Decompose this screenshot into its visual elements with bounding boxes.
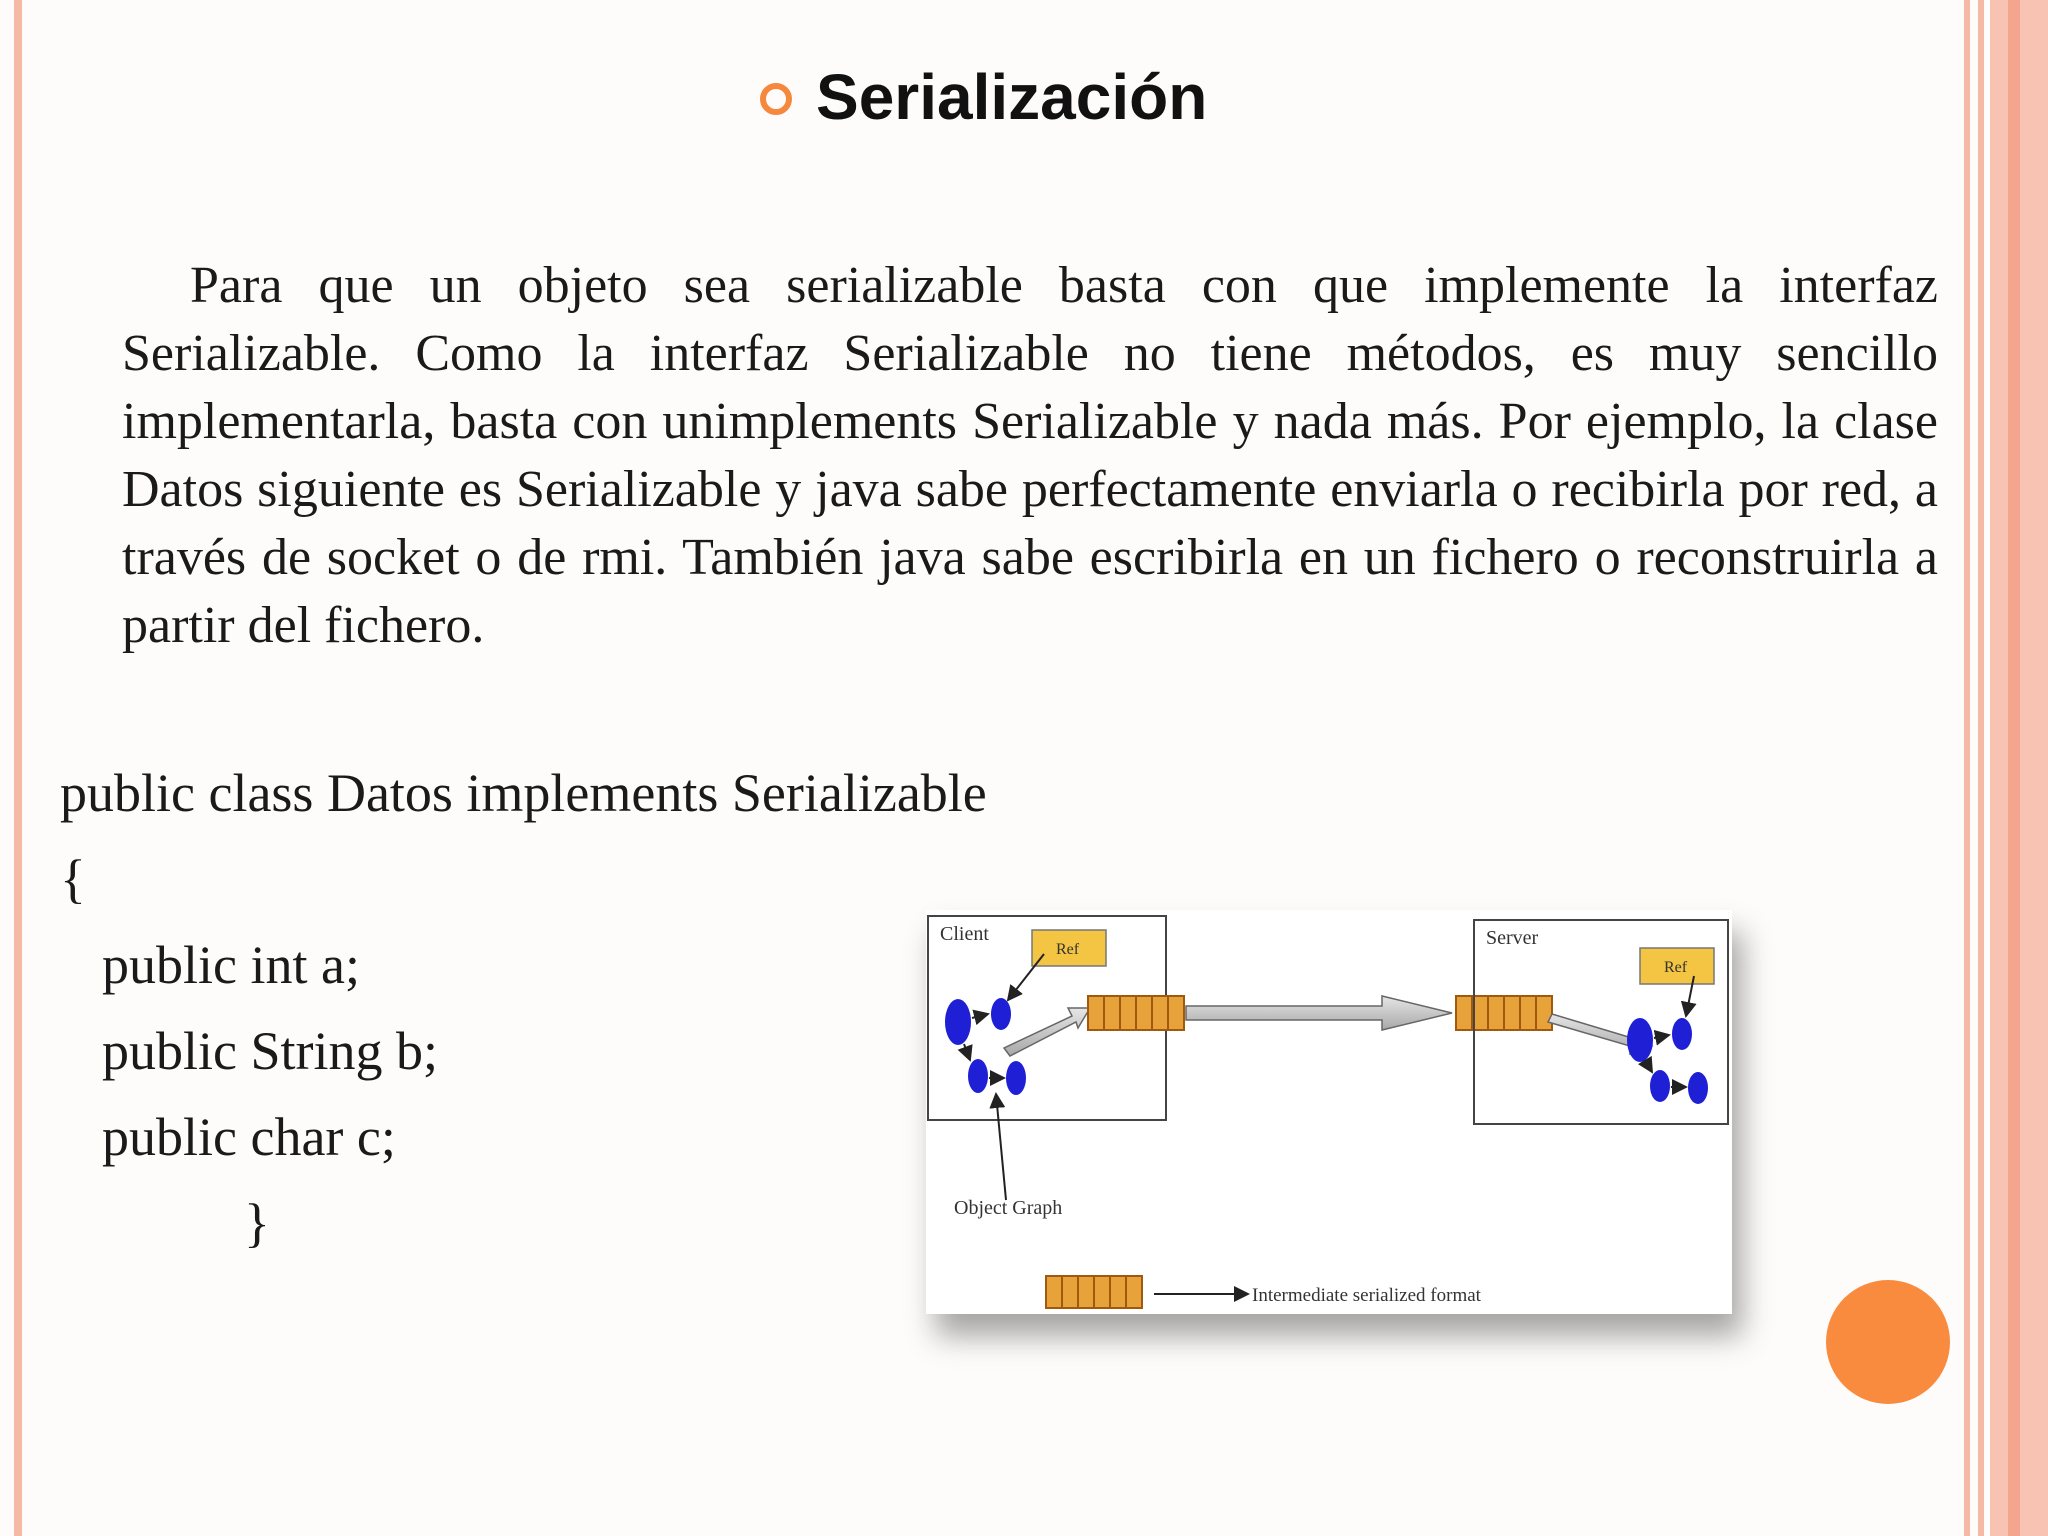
code-line: } — [244, 1193, 270, 1253]
left-border — [14, 0, 22, 1536]
client-label: Client — [940, 923, 989, 945]
code-line: public char c; — [102, 1107, 396, 1167]
code-line: public int a; — [102, 935, 360, 995]
object-node — [945, 999, 971, 1045]
code-line: public String b; — [102, 1021, 438, 1081]
right-border-stripe — [1964, 0, 1970, 1536]
transfer-arrow — [1186, 996, 1452, 1030]
object-node — [1627, 1018, 1653, 1062]
object-node — [1650, 1070, 1670, 1102]
object-node — [1688, 1072, 1708, 1104]
right-border-stripe — [1978, 0, 1984, 1536]
code-line: { — [60, 849, 86, 909]
object-node — [968, 1059, 988, 1093]
decorative-orange-circle — [1826, 1280, 1950, 1404]
serialized-format-right — [1456, 996, 1552, 1030]
code-block — [60, 762, 987, 1278]
right-border-stripe — [2008, 0, 2020, 1536]
object-node — [1672, 1018, 1692, 1050]
object-graph-label: Object Graph — [954, 1197, 1063, 1219]
object-node — [1006, 1061, 1026, 1095]
server-label: Server — [1486, 927, 1539, 949]
serialization-diagram — [926, 910, 1732, 1314]
legend-label: Intermediate serialized format — [1252, 1285, 1481, 1306]
ref-label-left: Ref — [1056, 941, 1080, 958]
legend-format-swatch — [1046, 1276, 1142, 1308]
bullet-ring-icon — [760, 83, 792, 115]
code-line: public class Datos implements Serializable — [60, 763, 987, 823]
serialized-format-left — [1088, 996, 1184, 1030]
title-row — [760, 60, 1207, 134]
body-paragraph: Para que un objeto sea serializable basta con que implemente la interfaz Serializable. Como la interfaz Serializable no tiene métodos, es muy sencillo implementarla, basta con unimplements Serializable y nada más. Por ejemplo, la clase Datos siguiente es Serializable y java sabe perfectamente enviarla o recibirla por red, a través de socket o de rmi. También java sabe escribirla en un fichero o reconstruirla a partir del fichero. — [122, 257, 1938, 654]
ref-label-right: Ref — [1664, 959, 1688, 976]
object-node — [991, 998, 1011, 1030]
gray-arrow — [1004, 1008, 1090, 1056]
slide-title: Serialización — [816, 61, 1208, 133]
